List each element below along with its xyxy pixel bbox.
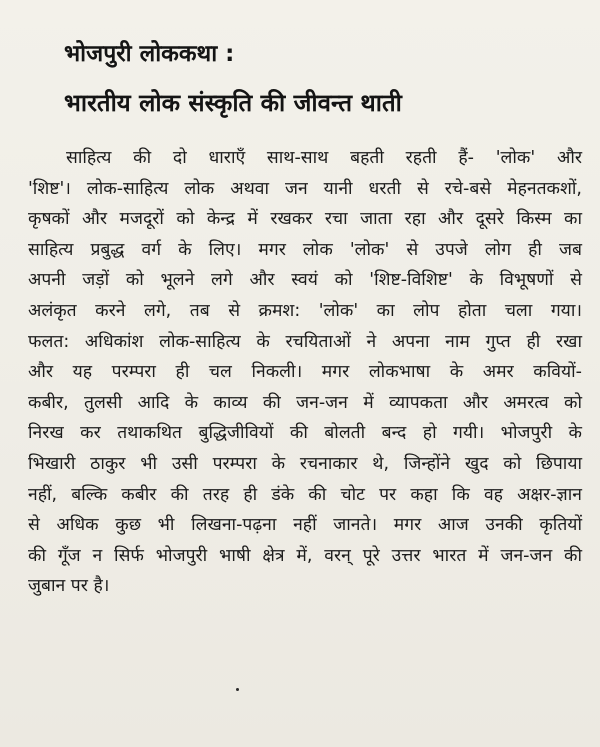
- ink-speck: [236, 688, 239, 691]
- paragraph-line: अपनी जड़ों को भूलने लगे और स्वयं को 'शिष्ट-विशिष्ट' के विभूषणों से: [28, 270, 582, 291]
- paragraph-line: निरख कर तथाकथित बुद्धिजीवियों की बोलती बन्द हो गयी। भोजपुरी के: [28, 423, 582, 444]
- paragraph-line: और यह परम्परा ही चल निकली। मगर लोकभाषा के अमर कवियों-: [28, 362, 582, 383]
- paragraph-line: कबीर, तुलसी आदि के काव्य की जन-जन में व्यापकता और अमरत्व को: [28, 392, 582, 413]
- paragraph-line: कृषकों और मजदूरों को केन्द्र में रखकर रचा जाता रहा और दूसरे किस्म का: [28, 209, 582, 230]
- paragraph-line: की गूँज न सिर्फ भोजपुरी भाषी क्षेत्र में, वरन् पूरे उत्तर भारत में जन-जन की: [28, 545, 582, 566]
- heading-line-1: भोजपुरी लोककथा :: [64, 41, 235, 67]
- paragraph-line: फलत: अधिकांश लोक-साहित्य के रचयिताओं ने अपना नाम गुप्त ही रखा: [28, 331, 582, 352]
- paragraph-line: साहित्य की दो धाराएँ साथ-साथ बहती रहती हैं- 'लोक' और: [66, 148, 582, 168]
- paragraph-line: जुबान पर है।: [28, 576, 110, 597]
- paragraph-line: भिखारी ठाकुर भी उसी परम्परा के रचनाकार थे, जिन्होंने खुद को छिपाया: [28, 453, 582, 474]
- paragraph-line: अलंकृत करने लगे, तब से क्रमश: 'लोक' का लोप होता चला गया।: [28, 300, 582, 321]
- paragraph-line: साहित्य प्रबुद्ध वर्ग के लिए। मगर लोक 'लोक' से उपजे लोग ही जब: [28, 239, 582, 260]
- body-paragraph: [28, 143, 582, 602]
- paragraph-line: नहीं, बल्कि कबीर की तरह ही डंके की चोट पर कहा कि वह अक्षर-ज्ञान: [28, 484, 582, 505]
- paragraph-line: से अधिक कुछ भी लिखना-पढ़ना नहीं जानते। मगर आज उनकी कृतियों: [28, 515, 582, 536]
- heading-line-2: भारतीय लोक संस्कृति की जीवन्त थाती: [64, 89, 402, 117]
- paragraph-line: 'शिष्ट'। लोक-साहित्य लोक अथवा जन यानी धरती से रचे-बसे मेहनतकशों,: [28, 178, 582, 199]
